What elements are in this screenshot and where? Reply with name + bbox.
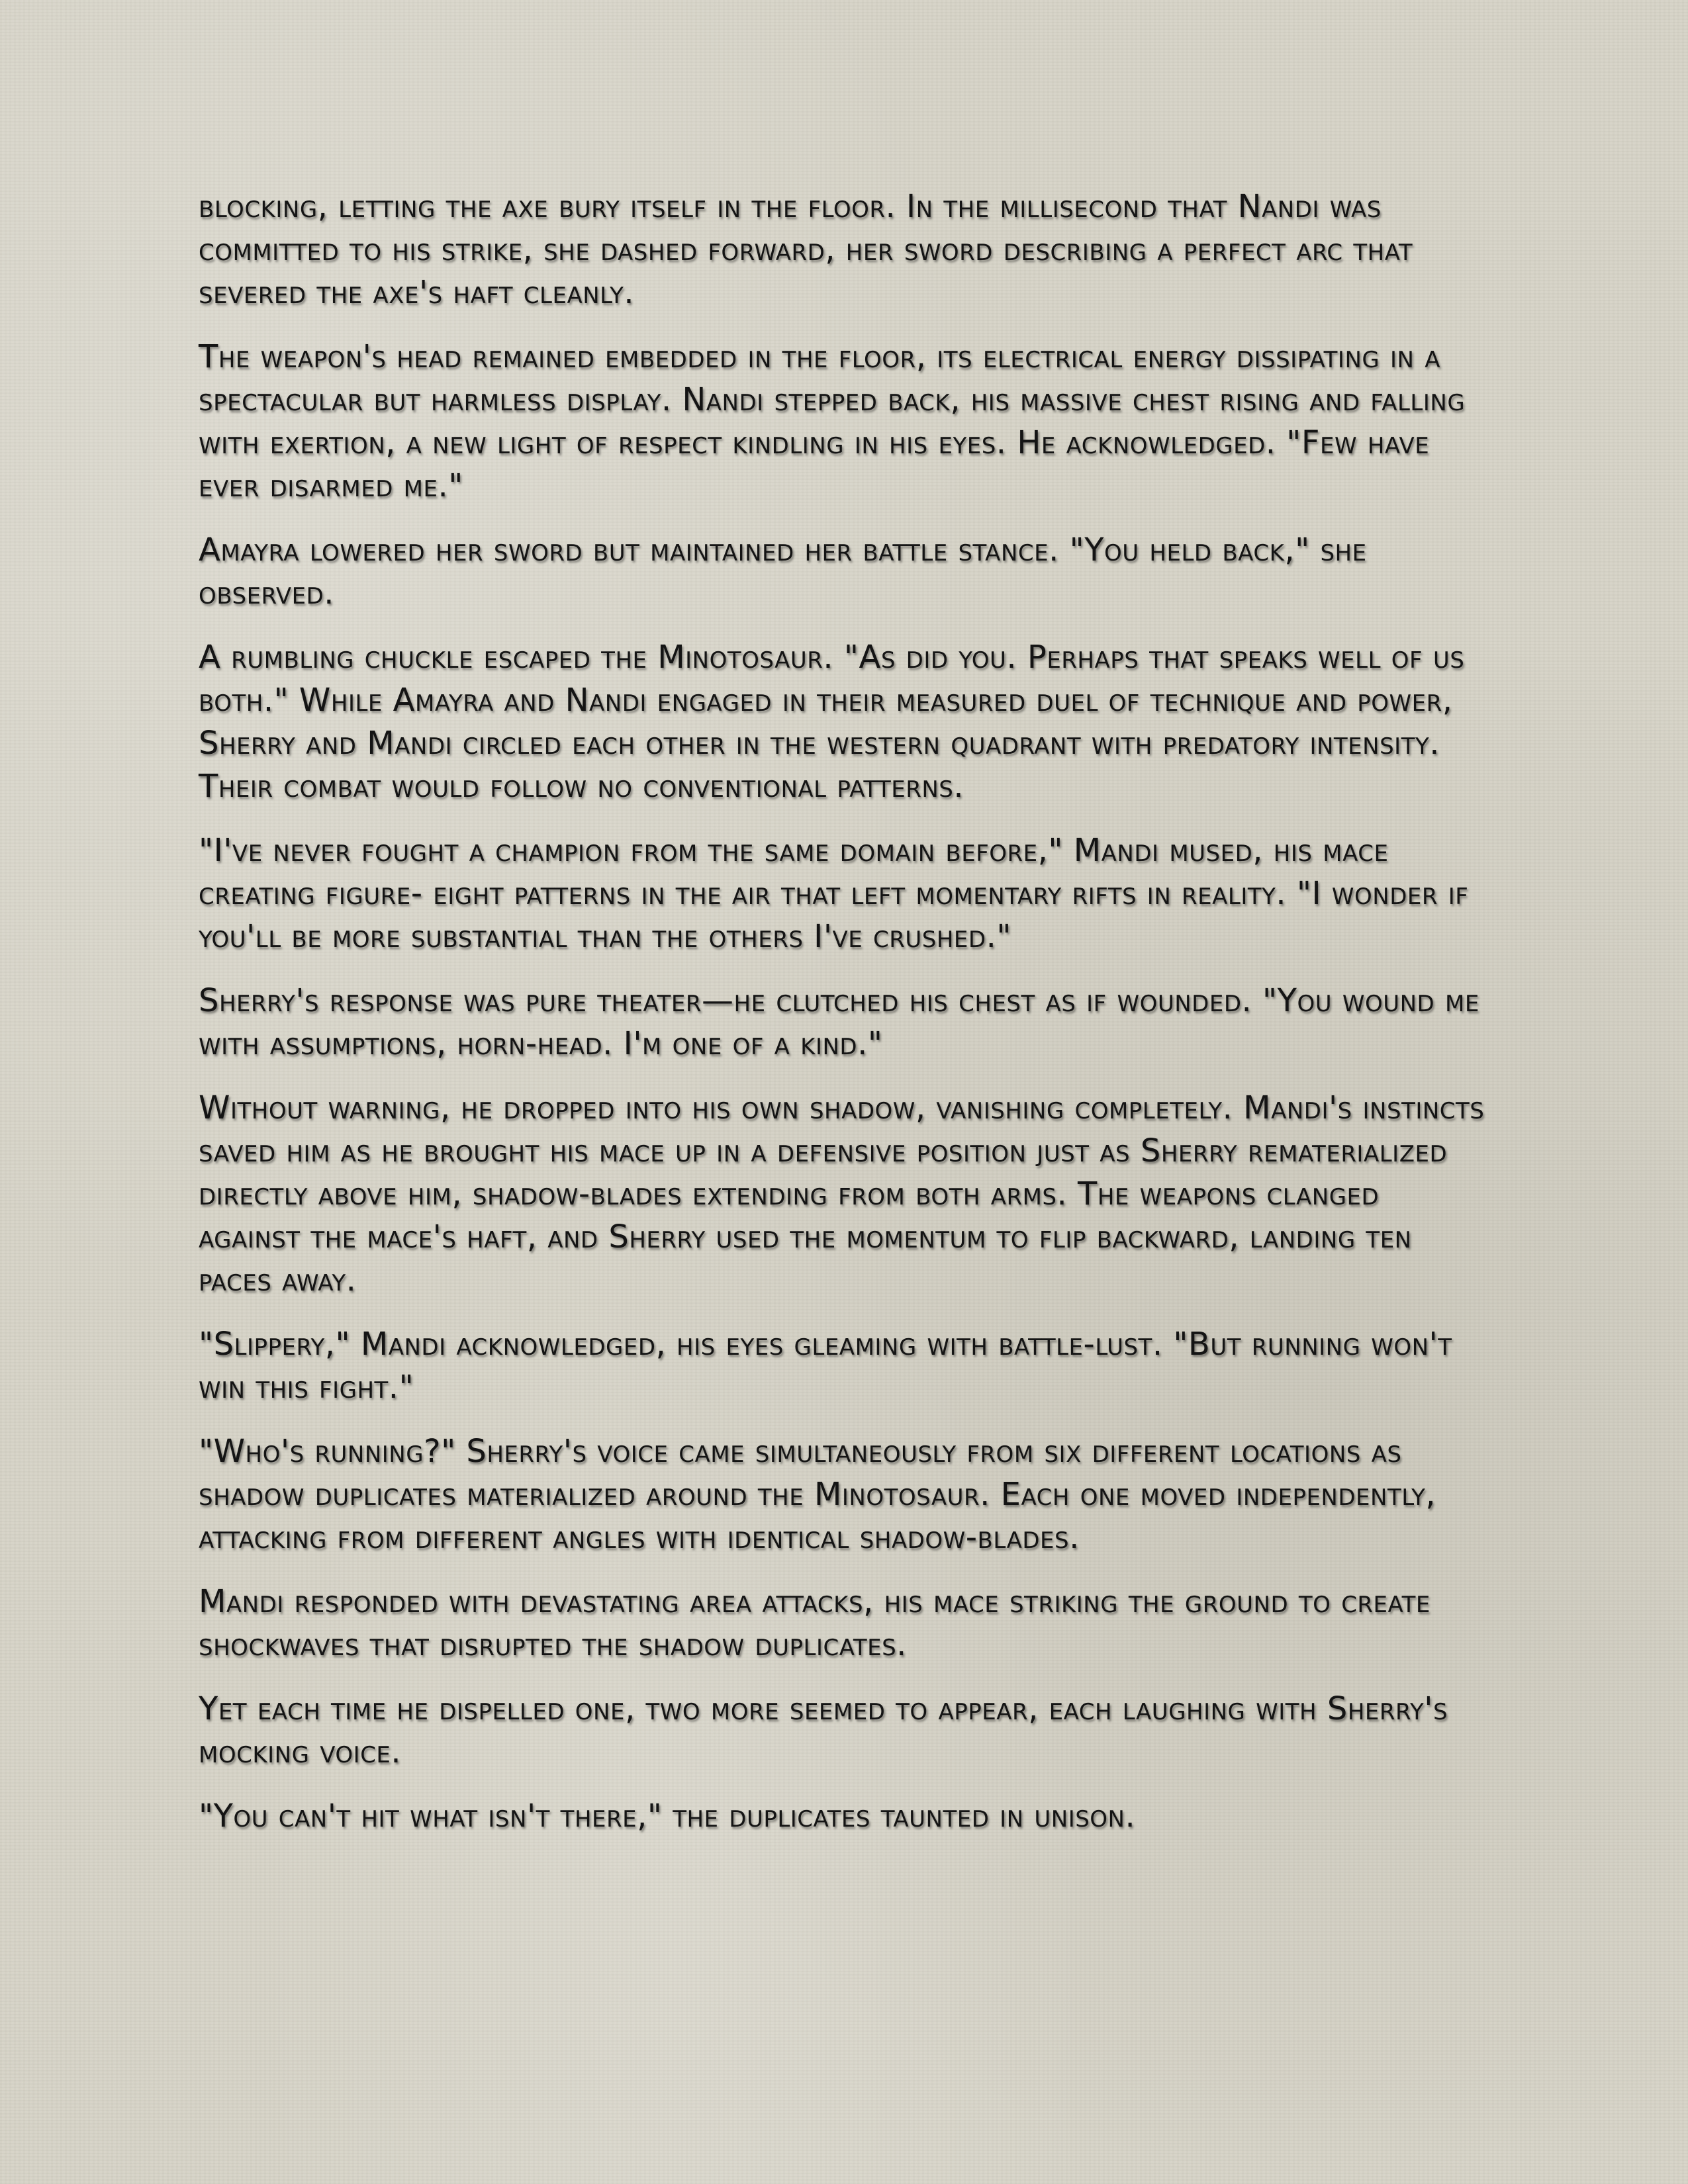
paragraph-8: "Slippery," Mandi acknowledged, his eyes gleaming with battle-lust. "But running won't win this fight." [199, 1326, 1452, 1406]
paragraph-6: Sherry's response was pure theater—he clutched his chest as if wounded. "You wound me with assumptions, horn-head. I'm one of a kind." [199, 982, 1479, 1062]
paragraph-11: Yet each time he dispelled one, two more seemed to appear, each laughing with Sherry's mocking voice. [199, 1690, 1448, 1770]
paragraph-7: Without warning, he dropped into his own shadow, vanishing completely. Mandi's instincts saved him as he brought his mace up in a defensive position just as Sherry rematerialized directly above him, shadow-blades extending from both arms. The weapons clanged against the mace's haft, and Sherry used the momentum to flip backward, landing ten paces away. [199, 1089, 1485, 1298]
paragraph-12: "You can't hit what isn't there," the duplicates taunted in unison. [199, 1797, 1136, 1835]
paragraph-10: Mandi responded with devastating area attacks, his mace striking the ground to create shockwaves that disrupted the shadow duplicates. [199, 1583, 1430, 1663]
paragraph-2: The weapon's head remained embedded in the floor, its electrical energy dissipating in a spectacular but harmless display. Nandi stepped back, his massive chest rising and falling with exertion, a new light of respect kindling in his eyes. He acknowledged. "Few have ever disarmed me." [199, 338, 1466, 504]
paragraph-5: "I've never fought a champion from the same domain before," Mandi mused, his mace creating figure- eight patterns in the air that left momentary rifts in reality. "I wonder if you'll be more substantial than the others I've crushed." [199, 832, 1469, 955]
paragraph-4: A rumbling chuckle escaped the Minotosaur. "As did you. Perhaps that speaks well of us both." While Amayra and Nandi engaged in their measured duel of technique and power, Sherry and Mandi circled each other in the western quadrant with predatory intensity. Their combat would follow no conventional patterns. [199, 639, 1465, 805]
paragraph-9: "Who's running?" Sherry's voice came simultaneously from six different locations as shadow duplicates materialized around the Minotosaur. Each one moved independently, attacking from different angles with identical shadow-blades. [199, 1433, 1436, 1556]
document-page [199, 185, 1489, 1859]
paragraph-3: Amayra lowered her sword but maintained her battle stance. "You held back," she observed. [199, 531, 1367, 612]
paragraph-1: blocking, letting the axe bury itself in the floor. In the millisecond that Nandi was committed to his strike, she dashed forward, her sword describing a perfect arc that severed the axe's haft cleanly. [199, 188, 1413, 311]
